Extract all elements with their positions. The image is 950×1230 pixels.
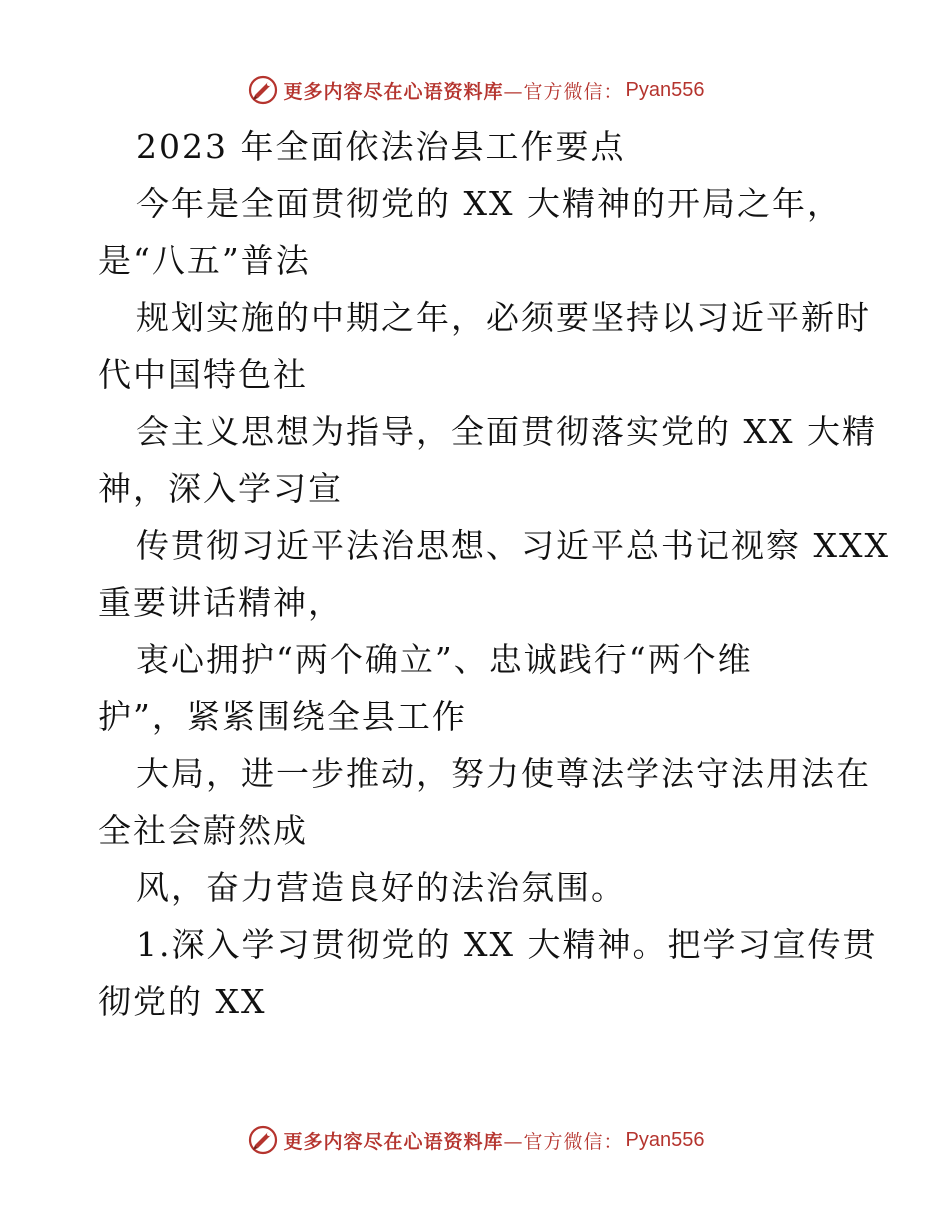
document-title: 2023 年全面依法治县工作要点	[136, 127, 626, 166]
paragraph-line: 会主义思想为指导，全面贯彻落实党的 XX 大精	[136, 412, 877, 451]
logo-icon	[246, 1123, 280, 1157]
banner-wechat-id: Pyan556	[625, 1128, 705, 1151]
footer-banner	[0, 1120, 950, 1160]
paragraph-line: 传贯彻习近平法治思想、习近平总书记视察 XXX	[136, 526, 890, 565]
paragraph-line: 神，深入学习宣	[98, 469, 343, 508]
header-banner	[0, 70, 950, 110]
paragraph-line: 全社会蔚然成	[98, 811, 308, 850]
paragraph-line: 衷心拥护“两个确立”、忠诚践行“两个维	[136, 640, 753, 679]
banner-wechat-id: Pyan556	[625, 78, 705, 101]
paragraph-line: 代中国特色社	[98, 355, 308, 394]
paragraph-line: 大局，进一步推动，努力使尊法学法守法用法在	[136, 754, 871, 793]
paragraph-line: 规划实施的中期之年，必须要坚持以习近平新时	[136, 298, 871, 337]
banner-main-text: 更多内容尽在心语资料库	[283, 1130, 504, 1153]
banner-wechat-label: —官方微信：	[503, 80, 624, 103]
paragraph-line: 是“八五”普法	[98, 241, 311, 280]
banner-main-text: 更多内容尽在心语资料库	[283, 80, 504, 103]
banner-wechat-label: —官方微信：	[503, 1130, 624, 1153]
paragraph-line: 护”，紧紧围绕全县工作	[98, 697, 467, 736]
logo-icon	[246, 73, 280, 107]
paragraph-line: 风，奋力营造良好的法治氛围。	[136, 868, 626, 907]
section-heading-line: 1.深入学习贯彻党的 XX 大精神。把学习宣传贯	[136, 925, 878, 964]
paragraph-line: 重要讲话精神，	[98, 583, 343, 622]
paragraph-line: 彻党的 XX	[98, 982, 267, 1021]
paragraph-line: 今年是全面贯彻党的 XX 大精神的开局之年，	[136, 184, 842, 223]
document-body	[98, 118, 890, 1030]
